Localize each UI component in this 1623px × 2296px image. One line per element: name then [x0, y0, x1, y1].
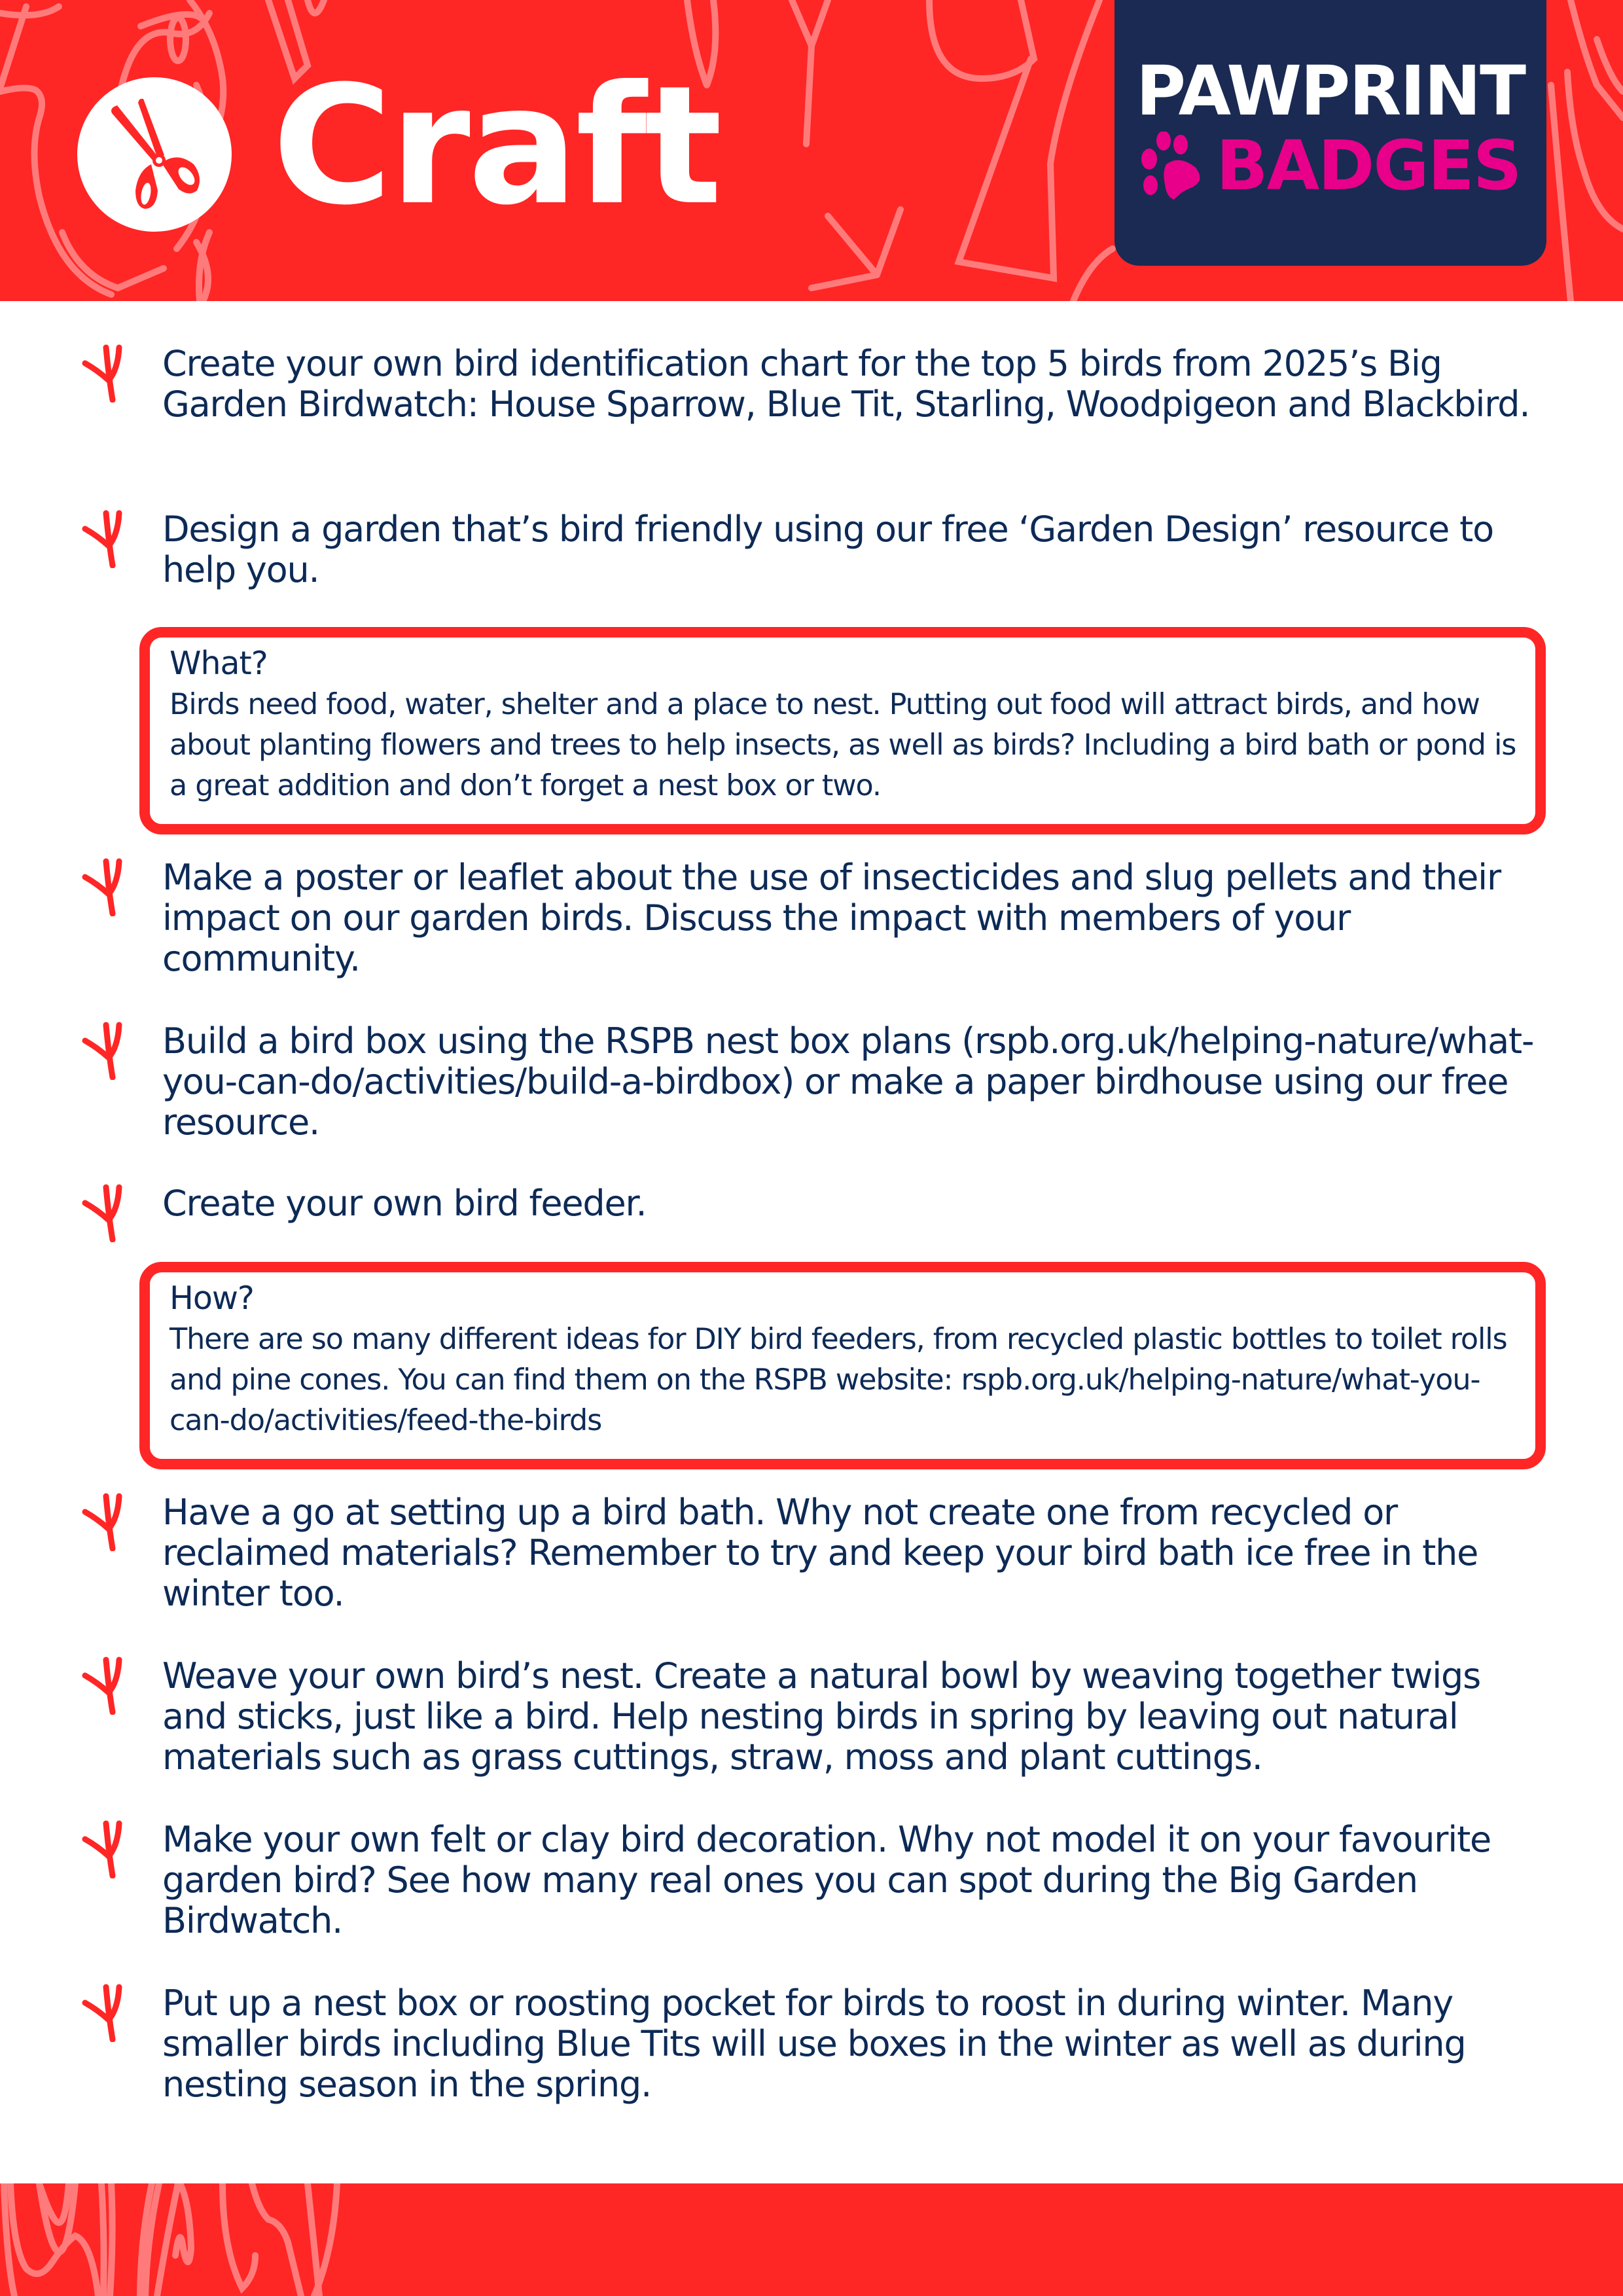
- what-info-box: [139, 627, 1546, 834]
- activity-text: Make a poster or leaflet about the use of insecticides and slug pellets and their impact on our garden birds. Discuss the impact with members of your community.: [162, 857, 1501, 979]
- logo-line-1: PAWPRINT: [1135, 51, 1525, 131]
- bird-footprint-icon: [80, 509, 126, 568]
- bird-footprint-icon: [80, 344, 126, 403]
- activity-text: Put up a nest box or roosting pocket for birds to roost in during winter. Many smaller birds including Blue Tits will use boxes in the winter as well as during nesting season in the spring.: [162, 1982, 1466, 2105]
- how-info-box: [139, 1262, 1546, 1469]
- page-footer: [0, 2183, 1623, 2296]
- bird-footprint-icon: [80, 1492, 126, 1551]
- bird-footprint-icon: [80, 857, 126, 916]
- page-title: Craft: [272, 50, 720, 241]
- info-box-body: Birds need food, water, shelter and a place to nest. Putting out food will attract birds, and how about planting flowers and trees to help insects, as well as birds? Including a bird bath or pond is a great addition and don’t forget a nest box or two.: [169, 688, 1516, 802]
- bird-footprint-icon: [80, 1820, 126, 1878]
- bird-footprint-icon: [80, 1183, 126, 1242]
- activity-text: Make your own felt or clay bird decoration. Why not model it on your favourite garden bird? See how many real ones you can spot during the Big Garden Birdwatch.: [162, 1819, 1491, 1941]
- activity-text: Build a bird box using the RSPB nest box plans (rspb.org.uk/helping-nature/what-you-can-do/activities/build-a-birdbox) or make a paper birdhouse using our free resource.: [162, 1020, 1534, 1143]
- activity-text: Create your own bird identification chart for the top 5 birds from 2025’s Big Garden Birdwatch: House Sparrow, Blue Tit, Starling, Woodpigeon and Blackbird.: [162, 343, 1530, 425]
- bird-footprint-icon: [80, 1983, 126, 2042]
- activity-text: Have a go at setting up a bird bath. Why not create one from recycled or reclaimed materials? Remember to try and keep your bird bath ice free in the winter too.: [162, 1492, 1478, 1614]
- info-box-title: What?: [169, 645, 268, 682]
- activity-text: Design a garden that’s bird friendly using our free ‘Garden Design’ resource to help you.: [162, 509, 1493, 590]
- scissors-icon: [77, 77, 232, 232]
- bird-footprint-icon: [80, 1021, 126, 1080]
- info-box-title: How?: [169, 1280, 254, 1317]
- paw-icon: [1140, 132, 1208, 200]
- info-box-body: There are so many different ideas for DIY bird feeders, from recycled plastic bottles to toilet rolls and pine cones. You can find them on the RSPB website: rspb.org.uk/helping-nature/what-you-can-do/activities/feed-the-birds: [169, 1323, 1507, 1437]
- activity-text: Create your own bird feeder.: [162, 1183, 647, 1224]
- decorative-line-art: [0, 2183, 1623, 2296]
- logo-line-2-group: [1140, 126, 1521, 206]
- activity-text: Weave your own bird’s nest. Create a natural bowl by weaving together twigs and sticks, just like a bird. Help nesting birds in spring by leaving out natural materials such as grass cuttings, straw, moss and plant cuttings.: [162, 1655, 1481, 1778]
- bird-footprint-icon: [80, 1656, 126, 1715]
- section-title-group: [77, 50, 720, 241]
- logo-line-2: BADGES: [1216, 126, 1521, 206]
- page-header: [0, 0, 1623, 301]
- pawprint-badges-logo: [1115, 0, 1546, 266]
